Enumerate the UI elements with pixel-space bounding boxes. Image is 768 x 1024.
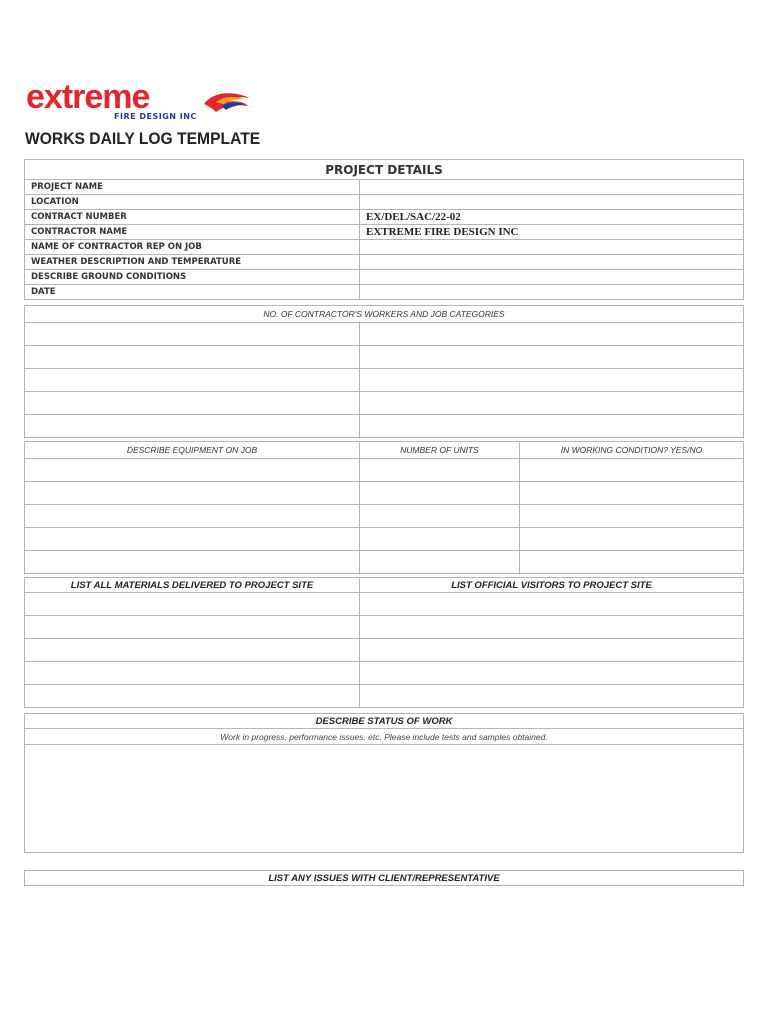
worker-category-cell[interactable] bbox=[25, 323, 360, 346]
status-heading: DESCRIBE STATUS OF WORK bbox=[25, 714, 744, 729]
visitor-cell[interactable] bbox=[360, 593, 744, 616]
table-row bbox=[25, 392, 744, 415]
table-row bbox=[25, 285, 744, 300]
table-row bbox=[25, 528, 744, 551]
units-cell[interactable] bbox=[360, 528, 520, 551]
table-row bbox=[25, 240, 744, 255]
equipment-cell[interactable] bbox=[25, 459, 360, 482]
project-details-heading: PROJECT DETAILS bbox=[25, 160, 744, 180]
units-cell[interactable] bbox=[360, 459, 520, 482]
worker-category-cell[interactable] bbox=[25, 369, 360, 392]
project-details-table bbox=[24, 159, 744, 300]
location-label: LOCATION bbox=[25, 195, 360, 210]
table-row bbox=[25, 210, 744, 225]
issues-heading: LIST ANY ISSUES WITH CLIENT/REPRESENTATIVE bbox=[25, 871, 744, 886]
condition-cell[interactable] bbox=[520, 482, 744, 505]
flame-icon bbox=[202, 90, 252, 114]
units-cell[interactable] bbox=[360, 505, 520, 528]
equipment-cell[interactable] bbox=[25, 551, 360, 574]
project-name-field[interactable] bbox=[360, 180, 744, 195]
contractor-rep-label: NAME OF CONTRACTOR REP ON JOB bbox=[25, 240, 360, 255]
worker-category-cell[interactable] bbox=[25, 346, 360, 369]
contract-number-label: CONTRACT NUMBER bbox=[25, 210, 360, 225]
visitor-cell[interactable] bbox=[360, 616, 744, 639]
equipment-cell[interactable] bbox=[25, 482, 360, 505]
table-row bbox=[25, 180, 744, 195]
weather-field[interactable] bbox=[360, 255, 744, 270]
material-cell[interactable] bbox=[25, 685, 360, 708]
issues-table bbox=[24, 870, 744, 886]
table-row bbox=[25, 270, 744, 285]
table-row bbox=[25, 482, 744, 505]
logo-word: extreme bbox=[26, 78, 150, 116]
worker-count-cell[interactable] bbox=[360, 415, 744, 438]
table-row bbox=[25, 225, 744, 240]
working-condition-header: IN WORKING CONDITION? YES/NO bbox=[520, 442, 744, 459]
status-text-area[interactable] bbox=[25, 745, 744, 853]
ground-conditions-label: DESCRIBE GROUND CONDITIONS bbox=[25, 270, 360, 285]
table-row bbox=[25, 415, 744, 438]
table-row bbox=[25, 369, 744, 392]
table-row bbox=[25, 551, 744, 574]
table-row bbox=[25, 616, 744, 639]
condition-cell[interactable] bbox=[520, 528, 744, 551]
location-field[interactable] bbox=[360, 195, 744, 210]
contractor-rep-field[interactable] bbox=[360, 240, 744, 255]
contract-number-field[interactable]: EX/DEL/SAC/22-02 bbox=[360, 210, 744, 225]
visitors-header: LIST OFFICIAL VISITORS TO PROJECT SITE bbox=[360, 578, 744, 593]
units-cell[interactable] bbox=[360, 482, 520, 505]
worker-count-cell[interactable] bbox=[360, 346, 744, 369]
table-row bbox=[25, 593, 744, 616]
table-row bbox=[25, 505, 744, 528]
condition-cell[interactable] bbox=[520, 551, 744, 574]
contractor-name-field[interactable]: EXTREME FIRE DESIGN INC bbox=[360, 225, 744, 240]
table-row bbox=[25, 685, 744, 708]
worker-count-cell[interactable] bbox=[360, 323, 744, 346]
date-label: DATE bbox=[25, 285, 360, 300]
materials-visitors-table bbox=[24, 577, 744, 708]
number-of-units-header: NUMBER OF UNITS bbox=[360, 442, 520, 459]
date-field[interactable] bbox=[360, 285, 744, 300]
material-cell[interactable] bbox=[25, 662, 360, 685]
contractor-name-label: CONTRACTOR NAME bbox=[25, 225, 360, 240]
material-cell[interactable] bbox=[25, 593, 360, 616]
condition-cell[interactable] bbox=[520, 459, 744, 482]
table-row bbox=[25, 459, 744, 482]
worker-count-cell[interactable] bbox=[360, 392, 744, 415]
equipment-table bbox=[24, 441, 744, 574]
materials-header: LIST ALL MATERIALS DELIVERED TO PROJECT SITE bbox=[25, 578, 360, 593]
units-cell[interactable] bbox=[360, 551, 520, 574]
project-name-label: PROJECT NAME bbox=[25, 180, 360, 195]
worker-count-cell[interactable] bbox=[360, 369, 744, 392]
workers-table bbox=[24, 305, 744, 438]
table-row bbox=[25, 346, 744, 369]
visitor-cell[interactable] bbox=[360, 685, 744, 708]
condition-cell[interactable] bbox=[520, 505, 744, 528]
equipment-cell[interactable] bbox=[25, 505, 360, 528]
material-cell[interactable] bbox=[25, 639, 360, 662]
status-of-work-table bbox=[24, 713, 744, 853]
material-cell[interactable] bbox=[25, 616, 360, 639]
table-row bbox=[25, 662, 744, 685]
company-logo bbox=[26, 78, 236, 128]
worker-category-cell[interactable] bbox=[25, 415, 360, 438]
workers-heading: NO. OF CONTRACTOR'S WORKERS AND JOB CATEGORIES bbox=[25, 306, 744, 323]
visitor-cell[interactable] bbox=[360, 662, 744, 685]
ground-conditions-field[interactable] bbox=[360, 270, 744, 285]
visitor-cell[interactable] bbox=[360, 639, 744, 662]
table-row bbox=[25, 323, 744, 346]
page-title: WORKS DAILY LOG TEMPLATE bbox=[25, 129, 261, 148]
weather-label: WEATHER DESCRIPTION AND TEMPERATURE bbox=[25, 255, 360, 270]
table-row bbox=[25, 255, 744, 270]
equipment-cell[interactable] bbox=[25, 528, 360, 551]
logo-subtitle: FIRE DESIGN INC bbox=[114, 112, 197, 121]
table-row bbox=[25, 639, 744, 662]
table-row bbox=[25, 195, 744, 210]
status-subheading: Work in progress, performance issues, etc. Please include tests and samples obtained. bbox=[25, 729, 744, 745]
worker-category-cell[interactable] bbox=[25, 392, 360, 415]
equipment-description-header: DESCRIBE EQUIPMENT ON JOB bbox=[25, 442, 360, 459]
